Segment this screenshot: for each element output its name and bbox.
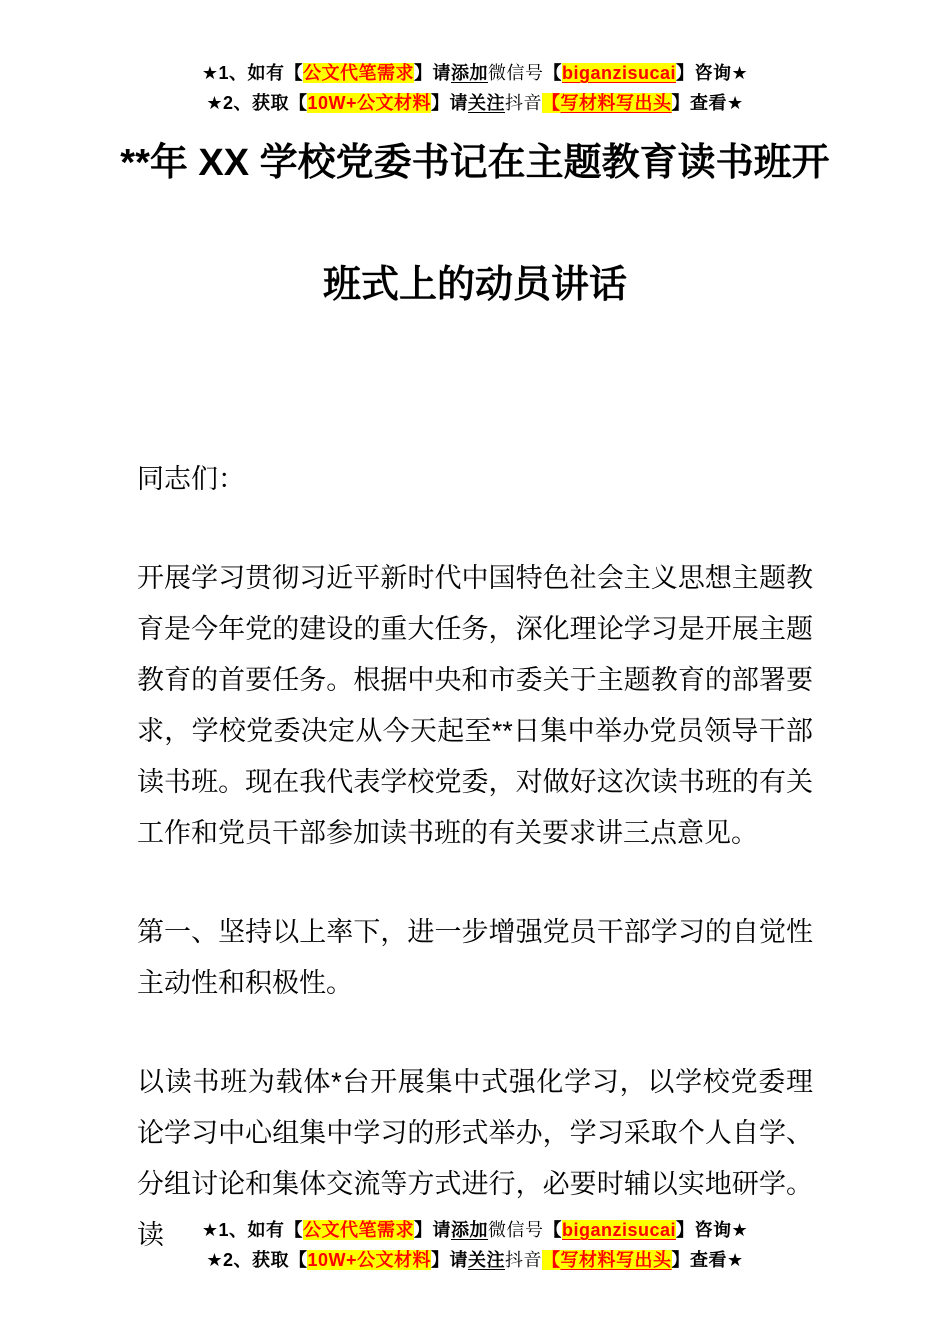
document-title-line-1: **年 XX 学校党委书记在主题教育读书班开 xyxy=(120,142,830,184)
promo-segment: 】请 xyxy=(431,93,469,113)
promo-segment: 【 xyxy=(543,63,562,83)
promo-segment: 添加 xyxy=(450,1220,488,1240)
promo-segment: 微信号 xyxy=(487,1220,544,1240)
promo-segment: 抖音 xyxy=(505,1250,543,1270)
promo-segment: 公文代笔需求 xyxy=(302,1220,414,1240)
promo-segment: ★1、如有【 xyxy=(201,63,303,83)
promo-segment: 抖音 xyxy=(505,93,543,113)
promo-segment: biganzisucai xyxy=(561,1220,677,1240)
paragraph: 开展学习贯彻习近平新时代中国特色社会主义思想主题教育是今年党的建设的重大任务，深化理论学习是开展主题教育的首要任务。根据中央和市委关于主题教育的部署要求，学校党委决定从今天起至**日集中举办党员领导干部读书班。现在我代表学校党委，对做好这次读书班的有关工作和党员干部参加读书班的有关要求讲三点意见。 xyxy=(137,563,813,848)
promo-segment: 关注 xyxy=(468,1250,506,1270)
paragraph: 以读书班为载体*台开展集中式强化学习，以学校党委理论学习中心组集中学习的形式举办，学习采取个人自学、分组讨论和集体交流等方式进行，必要时辅以实地研学。读 xyxy=(137,1067,813,1250)
promo-banner-bottom xyxy=(0,1215,950,1275)
promo-line-2 xyxy=(0,1245,950,1275)
promo-segment: ★1、如有【 xyxy=(201,1220,303,1240)
promo-line-1 xyxy=(0,1215,950,1245)
promo-segment: 】查看★ xyxy=(671,93,744,113)
promo-segment: 微信号 xyxy=(487,63,544,83)
paragraph: 第一、坚持以上率下，进一步增强党员干部学习的自觉性主动性和积极性。 xyxy=(137,917,813,998)
promo-segment: 10W+公文材料 xyxy=(307,93,432,113)
promo-line-1 xyxy=(0,58,950,88)
salutation-paragraph: 同志们： xyxy=(137,464,245,494)
promo-segment: 】咨询★ xyxy=(676,63,749,83)
promo-segment: 关注 xyxy=(468,93,506,113)
promo-segment: 【 xyxy=(542,93,561,113)
promo-segment: 写材料写出头 xyxy=(560,1250,672,1270)
promo-segment: 】请 xyxy=(413,1220,451,1240)
promo-segment: 】咨询★ xyxy=(676,1220,749,1240)
promo-segment: biganzisucai xyxy=(561,63,677,83)
promo-segment: 【 xyxy=(542,1250,561,1270)
promo-segment: 】请 xyxy=(431,1250,469,1270)
promo-segment: 公文代笔需求 xyxy=(302,63,414,83)
promo-segment: 添加 xyxy=(450,63,488,83)
promo-segment: 写材料写出头 xyxy=(560,93,672,113)
document-body xyxy=(137,454,813,1261)
promo-segment: ★2、获取【 xyxy=(206,93,308,113)
promo-segment: 】请 xyxy=(413,63,451,83)
promo-segment: 10W+公文材料 xyxy=(307,1250,432,1270)
document-title xyxy=(0,140,950,309)
promo-banner-top xyxy=(0,0,950,118)
promo-segment: 】查看★ xyxy=(671,1250,744,1270)
promo-segment: 【 xyxy=(543,1220,562,1240)
promo-line-2 xyxy=(0,88,950,118)
promo-segment: ★2、获取【 xyxy=(206,1250,308,1270)
document-title-line-2: 班式上的动员讲话 xyxy=(322,264,627,306)
